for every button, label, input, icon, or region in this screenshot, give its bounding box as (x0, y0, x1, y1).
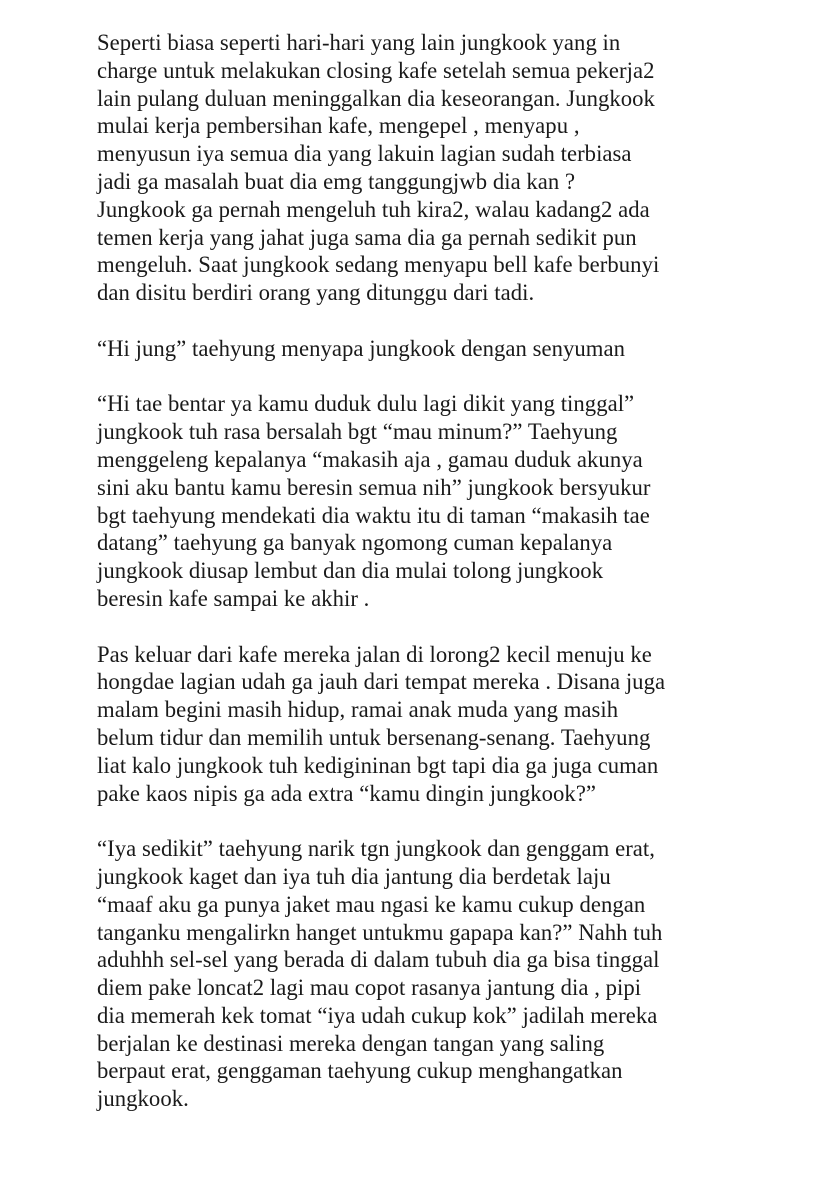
text-line: malam begini masih hidup, ramai anak muda yang masih (97, 697, 619, 723)
text-line: jadi ga masalah buat dia emg tanggungjwb dia kan ? (97, 168, 576, 194)
text-line: jungkook. (97, 1086, 189, 1112)
paragraph-2 (97, 335, 797, 363)
text-line: diem pake loncat2 lagi mau copot rasanya jantung dia , pipi (97, 975, 642, 1001)
text-line: dan disitu berdiri orang yang ditunggu dari tadi. (97, 280, 535, 306)
text-line: datang” taehyung ga banyak ngomong cuman kepalanya (97, 530, 613, 556)
text-line: jungkook kaget dan iya tuh dia jantung dia berdetak laju (97, 863, 611, 889)
text-line: berjalan ke destinasi mereka dengan tangan yang saling (97, 1030, 605, 1056)
text-line: menggeleng kepalanya “makasih aja , gamau duduk akunya (97, 446, 643, 472)
text-line: Seperti biasa seperti hari-hari yang lain jungkook yang in (97, 30, 621, 55)
text-line: dia memerah kek tomat “iya udah cukup kok” jadilah mereka (97, 1002, 658, 1028)
text-line: Jungkook ga pernah mengeluh tuh kira2, walau kadang2 ada (97, 196, 650, 222)
paragraph-3 (97, 390, 797, 612)
text-line: pake kaos nipis ga ada extra “kamu dingin jungkook?” (97, 780, 597, 806)
text-line: bgt taehyung mendekati dia waktu itu di taman “makasih tae (97, 502, 650, 528)
text-line: “maaf aku ga punya jaket mau ngasi ke kamu cukup dengan (97, 891, 646, 917)
text-line: aduhhh sel-sel yang berada di dalam tubuh dia ga bisa tinggal (97, 947, 660, 973)
paragraph-1 (97, 29, 797, 307)
story-text-page (97, 29, 797, 1141)
paragraph-4 (97, 641, 797, 808)
text-line: beresin kafe sampai ke akhir . (97, 585, 370, 611)
text-line: “Iya sedikit” taehyung narik tgn jungkook dan genggam erat, (97, 836, 655, 862)
paragraph-5 (97, 835, 797, 1113)
text-line: jungkook diusap lembut dan dia mulai tolong jungkook (97, 558, 604, 584)
text-line: hongdae lagian udah ga jauh dari tempat mereka . Disana juga (97, 669, 666, 695)
text-line: mulai kerja pembersihan kafe, mengepel , menyapu , (97, 113, 580, 139)
text-line: lain pulang duluan meninggalkan dia keseorangan. Jungkook (97, 85, 655, 111)
text-line: sini aku bantu kamu beresin semua nih” jungkook bersyukur (97, 474, 651, 500)
text-line: “Hi jung” taehyung menyapa jungkook dengan senyuman (97, 335, 626, 361)
text-line: charge untuk melakukan closing kafe setelah semua pekerja2 (97, 57, 655, 83)
text-line: liat kalo jungkook tuh kedigininan bgt tapi dia ga juga cuman (97, 752, 659, 778)
text-line: menyusun iya semua dia yang lakuin lagian sudah terbiasa (97, 141, 632, 167)
text-line: jungkook tuh rasa bersalah bgt “mau minum?” Taehyung (97, 419, 618, 445)
text-line: tanganku mengalirkn hanget untukmu gapapa kan?” Nahh tuh (97, 919, 663, 945)
text-line: Pas keluar dari kafe mereka jalan di lorong2 kecil menuju ke (97, 641, 652, 667)
text-line: temen kerja yang jahat juga sama dia ga pernah sedikit pun (97, 224, 637, 250)
text-line: “Hi tae bentar ya kamu duduk dulu lagi dikit yang tinggal” (97, 391, 635, 417)
text-line: berpaut erat, genggaman taehyung cukup menghangatkan (97, 1058, 623, 1084)
text-line: belum tidur dan memilih untuk bersenang-senang. Taehyung (97, 724, 651, 750)
text-line: mengeluh. Saat jungkook sedang menyapu bell kafe berbunyi (97, 252, 660, 278)
